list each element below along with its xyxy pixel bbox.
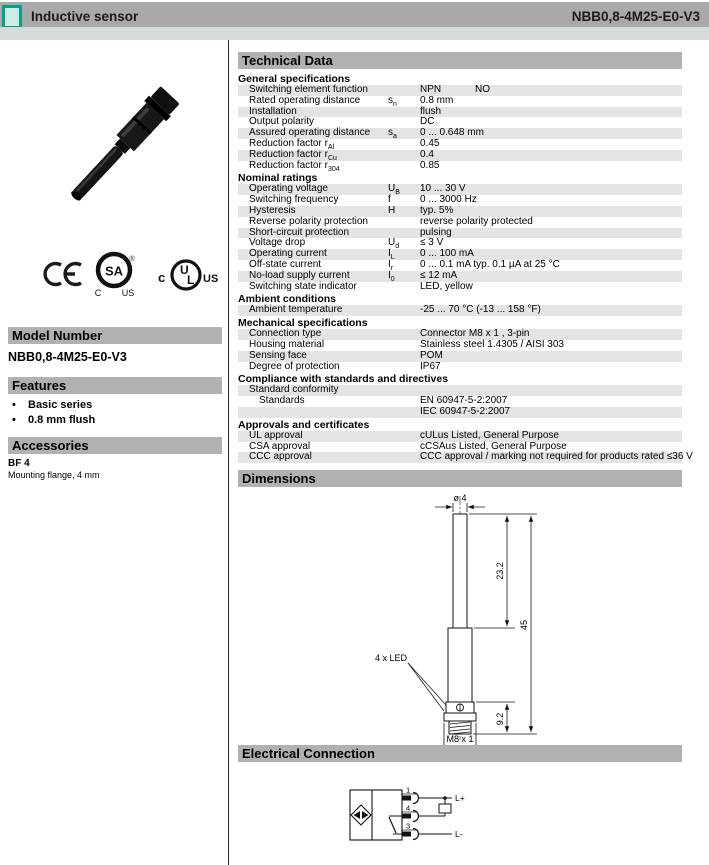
spec-value: reverse polarity protected: [420, 215, 533, 227]
barrel-length-label: 23.2: [495, 562, 505, 580]
spec-label: Voltage drop: [249, 237, 306, 249]
pin-1: [402, 786, 419, 804]
spec-symbol: [388, 362, 420, 373]
spec-row: [238, 362, 682, 373]
bullet-icon: •: [12, 399, 16, 411]
dimension-drawing: [345, 490, 605, 748]
ce-mark-icon: [40, 258, 84, 290]
spec-label: Reverse polarity protection: [249, 215, 368, 227]
header-substrip: [0, 27, 709, 40]
csa-registered-text: ®: [129, 256, 135, 263]
column-divider: [228, 40, 229, 865]
wiring-diagram: [340, 778, 540, 860]
spec-label: Standards: [259, 395, 305, 407]
product-photo: [20, 52, 215, 252]
spec-value: NPN: [420, 84, 442, 95]
spec-symbol: [388, 407, 420, 418]
page-header-bar: [0, 2, 709, 27]
csa-us-text: US: [121, 288, 135, 298]
spec-label: Standard conformity: [249, 384, 339, 396]
spec-value: cCSAus Listed, General Purpose: [420, 440, 567, 452]
model-number-heading: Model Number: [8, 327, 222, 344]
cul-l-text: L: [187, 273, 195, 287]
diameter-label: ø 4: [453, 493, 467, 503]
section-title: Compliance with standards and directives: [238, 373, 449, 386]
csa-sa-text: SA: [104, 263, 124, 279]
spec-row: [238, 195, 682, 206]
spec-row: [238, 305, 682, 316]
sensor-body-graphic: [63, 85, 181, 209]
spec-label: Switching frequency: [249, 194, 339, 206]
spec-symbol: [388, 107, 420, 118]
spec-label: Short-circuit protection: [249, 226, 350, 238]
spec-value: 0 ... 100 mA: [420, 248, 474, 260]
spec-label: Reduction factor $r_{Al}$: [249, 137, 335, 151]
spec-symbol: $I_L$: [388, 248, 395, 262]
spec-row: [238, 451, 693, 463]
spec-row: [238, 271, 682, 282]
spec-symbol: [388, 161, 420, 172]
accessory-description: Mounting flange, 4 mm: [8, 470, 100, 480]
spec-symbol: $I_r$: [388, 258, 394, 272]
spec-value: ≤ 3 V: [420, 237, 444, 249]
spec-value: Connector M8 x 1 , 3-pin: [420, 328, 530, 340]
header-model-number: NBB0,8-4M25-E0-V3: [571, 9, 700, 24]
spec-row: [238, 161, 682, 172]
dimensions-heading: Dimensions: [238, 470, 682, 487]
spec-value: typ. 5%: [420, 204, 454, 216]
spec-label: Switching element function: [249, 84, 368, 95]
spec-symbol: [388, 351, 420, 362]
spec-label: CCC approval: [249, 451, 312, 463]
spec-symbol: [388, 385, 420, 396]
spec-value: POM: [420, 349, 443, 361]
l-minus-label: L-: [455, 829, 463, 839]
spec-label: Degree of protection: [249, 360, 340, 372]
spec-value: 0 ... 0.1 mA typ. 0.1 µA at 25 °C: [420, 258, 560, 270]
spec-value: IP67: [420, 360, 441, 372]
spec-value: 0 ... 0.648 mm: [420, 127, 484, 139]
spec-value: pulsing: [420, 226, 452, 238]
spec-label: [238, 407, 388, 418]
l-plus-label: L+: [455, 793, 465, 803]
bullet-icon: •: [12, 414, 16, 426]
pin-4: [402, 804, 419, 822]
section-title: Mechanical specifications: [238, 317, 368, 330]
spec-symbol: [388, 305, 420, 316]
section-title: Approvals and certificates: [238, 418, 370, 431]
spec-row: [238, 150, 682, 161]
spec-value: cULus Listed, General Purpose: [420, 429, 559, 441]
spec-row: [238, 282, 682, 293]
spec-symbol: [388, 431, 420, 442]
spec-label: Reduction factor $r_{304}$: [249, 159, 340, 173]
spec-label: UL approval: [249, 429, 303, 441]
spec-symbol: $s_a$: [388, 127, 397, 141]
spec-value-2: NO: [475, 84, 490, 95]
spec-row: [238, 96, 682, 107]
pin3-label: 3: [406, 821, 411, 831]
spec-label: Hysteresis: [249, 204, 296, 216]
spec-value: 0.85: [420, 159, 440, 171]
spec-symbol: [388, 442, 420, 453]
feature-label: 0.8 mm flush: [28, 414, 96, 426]
spec-symbol: $U_B$: [388, 183, 400, 197]
cul-c-text: c: [158, 270, 166, 285]
accessories-heading: Accessories: [8, 437, 222, 454]
spec-label: Rated operating distance: [249, 94, 361, 106]
spec-label: Output polarity: [249, 116, 315, 128]
section-title: Nominal ratings: [238, 172, 318, 185]
pin-3: [402, 822, 419, 840]
spec-value: -25 ... 70 °C (-13 ... 158 °F): [420, 304, 541, 316]
spec-symbol: [388, 329, 420, 340]
cul-us-mark-icon: [156, 255, 218, 297]
led-label: 4 x LED: [374, 653, 407, 663]
page-title: Inductive sensor: [31, 9, 139, 24]
total-length-label: 45: [519, 619, 529, 631]
spec-value: 0.45: [420, 137, 440, 149]
spec-symbol: [388, 282, 420, 293]
spec-symbol: $I_0$: [388, 269, 395, 283]
spec-value: CCC approval / marking not required for products rated ≤36 V: [420, 451, 693, 463]
spec-value: IEC 60947-5-2:2007: [420, 405, 511, 417]
feature-label: Basic series: [28, 399, 93, 411]
feature-item: [8, 414, 95, 426]
section-title: General specifications: [238, 73, 351, 85]
spec-label: Sensing face: [249, 349, 307, 361]
brand-square-icon: [2, 5, 22, 29]
thread-label: M8 x 1: [446, 734, 474, 744]
technical-data-panel: [238, 52, 693, 463]
spec-value: Stainless steel 1.4305 / AISI 303: [420, 338, 564, 350]
sensor-outline: [444, 514, 476, 734]
feature-item: [8, 399, 92, 411]
spec-label: Operating voltage: [249, 183, 328, 195]
csa-mark-icon: [90, 248, 138, 300]
spec-label: Housing material: [249, 338, 325, 350]
spec-symbol: $U_d$: [388, 237, 400, 251]
spec-symbol: $s_n$: [388, 94, 397, 108]
spec-row: [238, 351, 682, 362]
load-symbol: [439, 804, 451, 813]
pin4-label: 4: [406, 803, 411, 813]
technical-data-heading: Technical Data: [238, 52, 682, 69]
spec-label: Reduction factor $r_{Cu}$: [249, 148, 337, 162]
spec-label: Operating current: [249, 248, 327, 260]
spec-row: [238, 217, 682, 228]
spec-symbol: [388, 217, 420, 228]
accessory-name: BF 4: [8, 458, 30, 469]
spec-label: Ambient temperature: [249, 304, 343, 316]
csa-c-text: C: [94, 288, 102, 298]
model-number-value: NBB0,8-4M25-E0-V3: [8, 350, 127, 364]
spec-symbol: f: [388, 194, 391, 206]
section-title: Ambient conditions: [238, 293, 336, 306]
spec-value: EN 60947-5-2:2007: [420, 395, 508, 407]
spec-row: [238, 431, 682, 442]
spec-row: [238, 407, 682, 418]
spec-symbol: H: [388, 204, 396, 216]
spec-label: Installation: [249, 105, 297, 117]
spec-label: CSA approval: [249, 440, 311, 452]
cul-u-text: U: [180, 263, 189, 277]
spec-symbol: [388, 340, 420, 351]
inductive-sensor-symbol: [351, 805, 371, 825]
spec-symbol: [388, 452, 420, 463]
spec-value: 0.8 mm: [420, 94, 454, 106]
spec-value: DC: [420, 116, 435, 128]
spec-symbol: [388, 150, 420, 161]
electrical-connection-heading: Electrical Connection: [238, 745, 682, 762]
spec-label: Connection type: [249, 328, 322, 340]
spec-value: 0.4: [420, 148, 434, 160]
features-heading: Features: [8, 377, 222, 394]
spec-value: 10 ... 30 V: [420, 183, 466, 195]
spec-value: ≤ 12 mA: [420, 269, 458, 281]
spec-label: Off-state current: [249, 258, 322, 270]
spec-label: Assured operating distance: [249, 127, 371, 139]
spec-symbol: [388, 139, 420, 150]
technical-data-sections: [238, 72, 693, 463]
spec-value: 0 ... 3000 Hz: [420, 194, 477, 206]
connector-length-label: 9.2: [495, 712, 505, 726]
spec-symbol: [388, 396, 420, 407]
pin1-label: 1: [406, 785, 411, 795]
cul-us-text: US: [203, 273, 218, 285]
spec-label: No-load supply current: [249, 269, 350, 281]
spec-value: LED, yellow: [420, 280, 473, 292]
spec-label: Switching state indicator: [249, 280, 357, 292]
spec-value: flush: [420, 105, 442, 117]
